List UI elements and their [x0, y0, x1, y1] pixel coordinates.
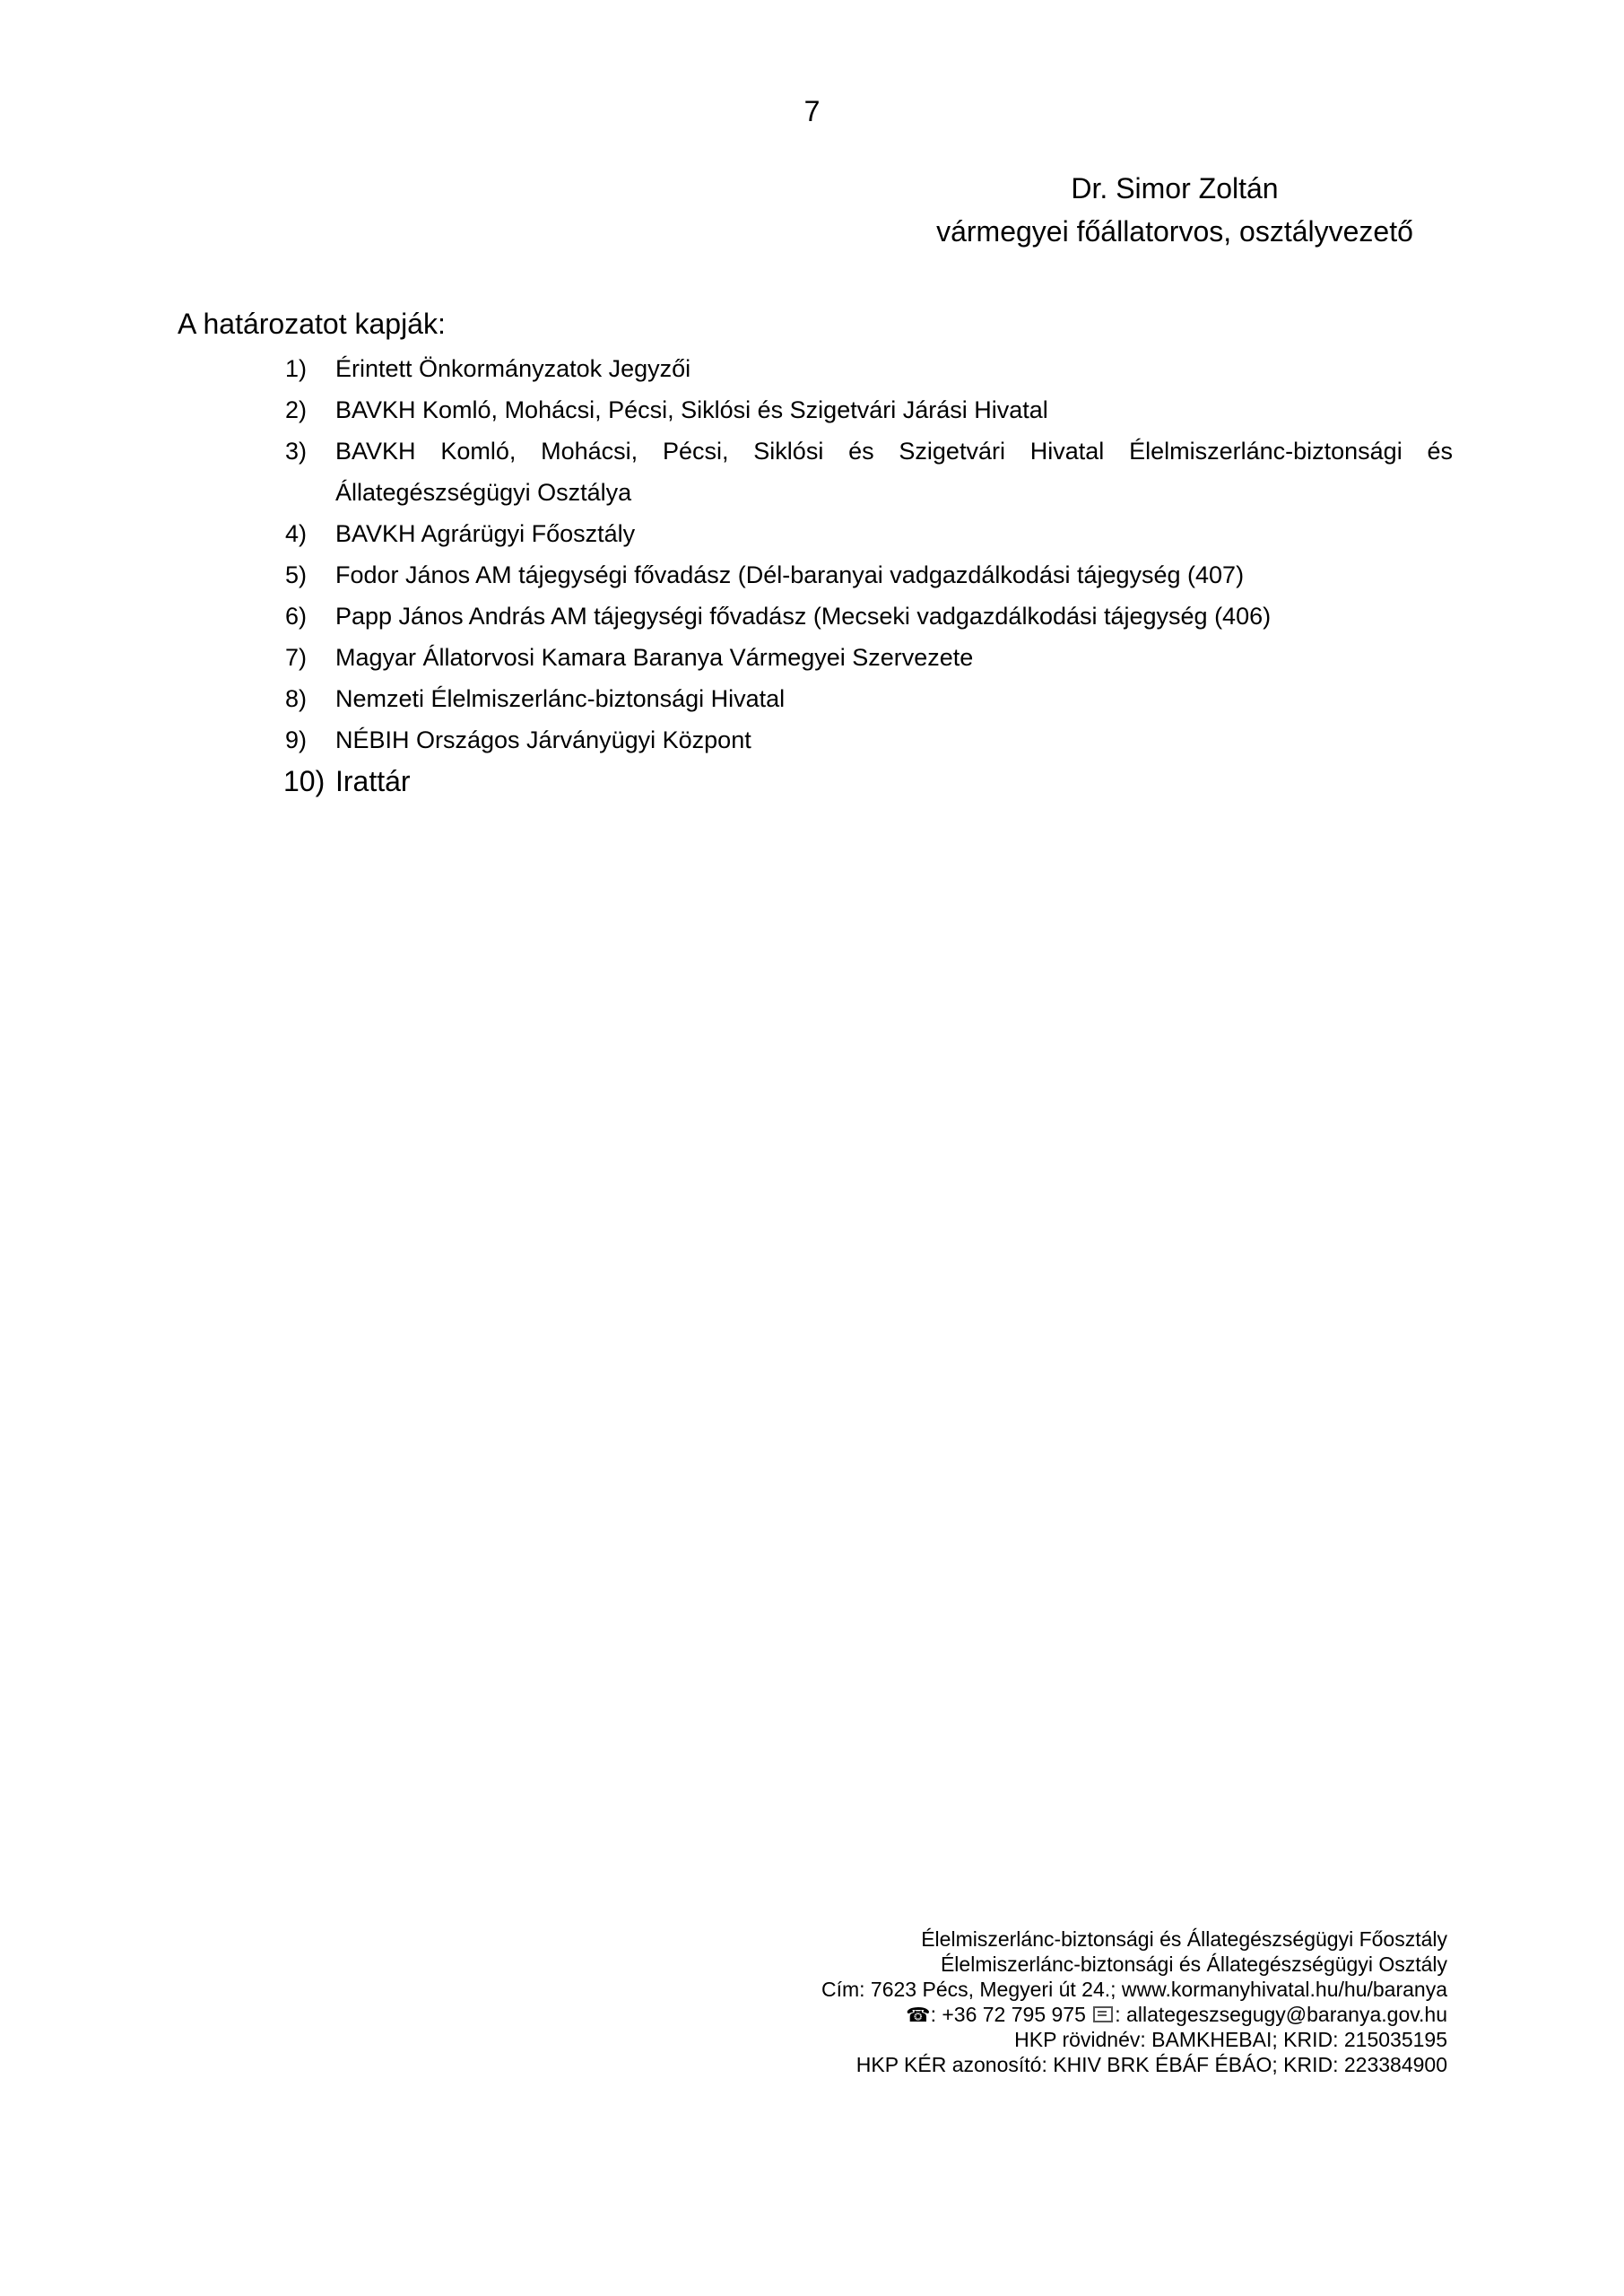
footer-phone: : +36 72 795 975 — [930, 2003, 1086, 2026]
footer-contact-line — [717, 2002, 1447, 2027]
list-item — [269, 389, 1453, 430]
list-item-text: BAVKH Komló, Mohácsi, Pécsi, Siklósi és Szigetvári Járási Hivatal — [335, 396, 1048, 423]
list-item — [269, 430, 1453, 513]
list-item-number: 5) — [285, 561, 308, 588]
list-item-number: 3) — [285, 438, 308, 465]
list-item-text: NÉBIH Országos Járványügyi Központ — [335, 726, 751, 753]
list-item — [269, 596, 1453, 637]
page-number: 7 — [803, 95, 821, 127]
list-item-number: 4) — [285, 520, 308, 547]
list-item-text: Érintett Önkormányzatok Jegyzői — [335, 355, 691, 382]
signatory-name: Dr. Simor Zoltán — [1071, 172, 1279, 204]
list-item — [269, 513, 1453, 554]
recipients-list — [269, 348, 1453, 802]
footer-department: Élelmiszerlánc-biztonsági és Állategészségügyi Főosztály — [921, 1927, 1447, 1951]
footer-division: Élelmiszerlánc-biztonsági és Állategészségügyi Osztály — [940, 1952, 1447, 1976]
signature-block — [897, 167, 1453, 253]
footer-address: Cím: 7623 Pécs, Megyeri út 24.; www.kormanyhivatal.hu/hu/baranya — [821, 1978, 1447, 2001]
list-item-text: BAVKH Komló, Mohácsi, Pécsi, Siklósi és Szigetvári Hivatal Élelmiszerlánc-biztonsági és Állategészségügyi Osztálya — [335, 438, 1453, 506]
signatory-title: vármegyei főállatorvos, osztályvezető — [936, 215, 1413, 248]
phone-icon: ☎ — [906, 2004, 931, 2026]
list-item — [269, 678, 1453, 719]
list-item — [269, 637, 1453, 678]
list-item-number: 9) — [285, 726, 308, 753]
list-item-text: Magyar Állatorvosi Kamara Baranya Vármegyei Szervezete — [335, 644, 974, 671]
list-item-text: Irattár — [335, 765, 411, 797]
list-item-text: BAVKH Agrárügyi Főosztály — [335, 520, 636, 547]
list-item — [269, 554, 1453, 596]
list-item-text: Fodor János AM tájegységi fővadász (Dél-baranyai vadgazdálkodási tájegység (407) — [335, 561, 1245, 588]
list-item-text: Nemzeti Élelmiszerlánc-biztonsági Hivatal — [335, 685, 786, 712]
footer-contact-block — [717, 1926, 1447, 2077]
list-item-number: 2) — [285, 396, 308, 423]
list-item-number: 6) — [285, 603, 308, 630]
footer-email: : allategeszsegugy@baranya.gov.hu — [1115, 2003, 1447, 2026]
list-item — [269, 719, 1453, 761]
footer-hkp: HKP rövidnév: BAMKHEBAI; KRID: 215035195 — [1014, 2028, 1447, 2051]
footer-hkp-ker: HKP KÉR azonosító: KHIV BRK ÉBÁF ÉBÁO; KRID: 223384900 — [855, 2053, 1447, 2076]
mail-icon — [1093, 2006, 1113, 2022]
list-item-number: 10) — [283, 765, 326, 797]
list-item-text: Papp János András AM tájegységi fővadász (Mecseki vadgazdálkodási tájegység (406) — [335, 603, 1272, 630]
list-item — [269, 348, 1453, 389]
list-item — [269, 761, 1453, 802]
list-item-number: 8) — [285, 685, 308, 712]
recipients-heading: A határozatot kapják: — [178, 308, 446, 340]
list-item-number: 1) — [285, 355, 308, 382]
list-item-number: 7) — [285, 644, 308, 671]
